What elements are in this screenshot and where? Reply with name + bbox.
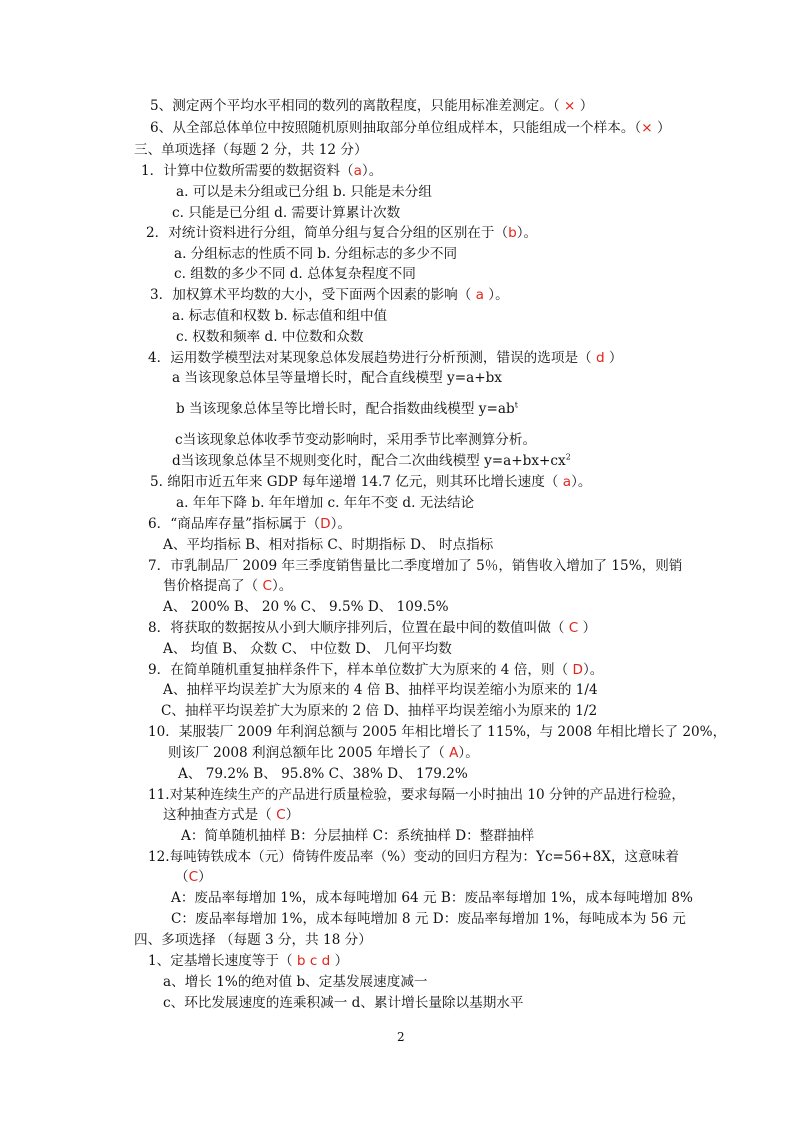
text-line (161, 702, 597, 720)
text-segment: ） (578, 620, 597, 636)
text-line (172, 204, 400, 222)
text-segment: A、 均值 B、 众数 C、 中位数 D、 几何平均数 (163, 641, 452, 657)
text-segment: ）。 (271, 578, 293, 594)
text-segment: 1、定基增长速度等于（ (148, 953, 297, 969)
text-segment: c. 只能是已分组 d. 需要计算累计次数 (172, 205, 401, 221)
text-segment: c. 组数的多少不同 d. 总体复杂程度不同 (174, 266, 416, 282)
text-segment: 售价格提高了（ (163, 578, 263, 594)
text-line (148, 515, 351, 533)
text-line (176, 400, 518, 418)
text-line (172, 369, 502, 387)
text-segment: ）。 (361, 163, 383, 179)
text-line (172, 452, 571, 470)
text-line (176, 183, 432, 201)
answer-mark: a (475, 287, 484, 303)
text-segment: 9．在简单随机重复抽样条件下，样本单位数扩大为原来的 4 倍，则（ (148, 662, 573, 678)
text-line (171, 910, 686, 928)
text-segment: C：废品率每增加 1%，成本每吨增加 8 元 D：废品率每增加 1%，每吨成本为 56 元 (171, 911, 686, 927)
text-segment: 2 (565, 452, 571, 462)
text-line (163, 577, 292, 595)
text-segment: ） (575, 98, 594, 114)
text-segment: 三、单项选择（每题 2 分，共 12 分） (134, 142, 368, 158)
text-segment: 5. 绵阳市近五年来 GDP 每年递增 14.7 亿元，则其环比增长速度（ (150, 474, 563, 490)
text-segment: 4．运用数学模型法对某现象总体发展趋势进行分析预测，错误的选项是（ (148, 350, 596, 366)
text-line (148, 349, 623, 367)
text-segment: ） (330, 953, 349, 969)
answer-mark: A (449, 745, 459, 761)
text-line (172, 307, 387, 325)
text-line (150, 119, 671, 137)
answer-mark: C (568, 620, 579, 636)
text-segment: ）。 (483, 287, 509, 303)
text-line (134, 931, 372, 949)
text-line (148, 786, 685, 804)
text-line (163, 640, 452, 658)
text-segment: a. 标志值和权数 b. 标志值和组中值 (172, 308, 388, 324)
text-segment: A、 200% B、 20 % C、 9.5% D、 109.5% (163, 599, 449, 615)
text-segment: 6、从全部总体单位中按照随机原则抽取部分单位组成样本，只能组成一个样本。（ (150, 120, 642, 136)
text-segment: a 当该现象总体呈等量增长时，配合直线模型 y=a+bx (172, 370, 502, 386)
text-line (148, 661, 603, 679)
text-segment: A、平均指标 B、相对指标 C、时期指标 D、 时点指标 (163, 537, 494, 553)
text-segment: t (514, 400, 518, 410)
text-segment: ）。 (571, 474, 592, 490)
text-segment: A：废品率每增加 1%，成本每吨增加 64 元 B：废品率每增加 1%，成本每吨增加 8% (171, 890, 693, 906)
text-segment: a、增长 1%的绝对值 b、定基发展速度减一 (163, 974, 428, 990)
answer-mark: C (262, 578, 272, 594)
text-segment: ）。 (582, 662, 604, 678)
text-line (150, 286, 509, 304)
text-segment: 5、测定两个平均水平相同的数列的离散程度，只能用标准差测定。（ (150, 98, 564, 114)
text-line (150, 473, 591, 491)
answer-mark: C (276, 807, 286, 823)
text-line (163, 536, 493, 554)
text-segment: c当该现象总体收季节变动影响时，采用季节比率测算分析。 (175, 432, 537, 448)
answer-mark: × (641, 120, 653, 136)
text-line (148, 619, 596, 637)
text-segment: 7．市乳制品厂 2009 年三季度销售量比二季度增加了 5％，销售收入增加了 15%，则销 (148, 558, 683, 574)
text-line (134, 141, 368, 159)
text-line (181, 827, 534, 845)
answer-mark: D (320, 516, 331, 532)
text-line (163, 806, 299, 824)
text-segment: a. 年年下降 b. 年年增加 c. 年年不变 d. 无法结论 (176, 495, 475, 511)
page-number: 2 (397, 1030, 405, 1044)
text-segment: （ (175, 869, 189, 885)
text-line (171, 889, 693, 907)
text-segment: 2．对统计资料进行分组，简单分组与复合分组的区别在于（ (146, 225, 509, 241)
text-segment: ） (198, 869, 212, 885)
text-line (163, 994, 523, 1012)
answer-mark: a (562, 474, 572, 490)
text-line (163, 598, 449, 616)
text-line (163, 973, 428, 991)
text-line (148, 848, 679, 866)
text-segment: ）。 (458, 745, 479, 761)
text-segment: a. 可以是未分组或已分组 b. 只能是未分组 (176, 184, 432, 200)
text-segment: ） (652, 120, 671, 136)
text-line (175, 431, 536, 449)
text-segment: 12.每吨铸铁成本（元）倚铸件废品率（%）变动的回归方程为：Yc=56+8X，这意味着 (148, 849, 679, 865)
text-line (168, 744, 479, 762)
text-segment: ） (285, 807, 300, 823)
text-segment: 3．加权算术平均数的大小，受下面两个因素的影响（ (150, 287, 476, 303)
text-line (148, 557, 682, 575)
text-segment: c、环比发展速度的连乘积减一 d、累计增长量除以基期水平 (163, 995, 524, 1011)
text-segment: c. 权数和频率 d. 中位数和众数 (176, 329, 364, 345)
text-segment: 11.对某种连续生产的产品进行质量检验，要求每隔一小时抽出 10 分钟的产品进行检验， (148, 787, 685, 803)
text-segment: A、 79.2% B、 95.8% C、38% D、 179.2% (178, 766, 468, 782)
text-segment: 1．计算中位数所需要的数据资料（ (141, 163, 354, 179)
text-line (175, 868, 212, 886)
text-segment: 四、多项选择 （每题 3 分，共 18 分） (134, 932, 372, 948)
text-segment: 则该厂 2008 利润总额年比 2005 年增长了（ (168, 745, 450, 761)
answer-mark: d (595, 350, 605, 366)
text-segment: 10．某服装厂 2009 年利润总额与 2005 年相比增长了 115%，与 2008 年相比增长了 20%， (148, 724, 727, 740)
text-line (150, 97, 593, 115)
text-segment: a. 分组标志的性质不同 b. 分组标志的多少不同 (174, 246, 458, 262)
text-line (141, 162, 382, 180)
text-segment: d当该现象总体呈不规则变化时，配合二次曲线模型 y=a+bx+cx (172, 453, 566, 469)
answer-mark: b (508, 225, 517, 241)
text-segment: 6．“商品库存量”指标属于（ (148, 516, 321, 532)
text-line (148, 723, 726, 741)
text-line (178, 765, 468, 783)
text-line (176, 328, 363, 346)
answer-mark: C (188, 869, 199, 885)
answer-mark: a (353, 163, 362, 179)
text-line (163, 681, 598, 699)
text-segment: ）。 (516, 225, 538, 241)
text-line (146, 224, 537, 242)
text-segment: ）。 (330, 516, 351, 532)
text-segment: A、抽样平均误差扩大为原来的 4 倍 B、抽样平均误差缩小为原来的 1/4 (163, 682, 598, 698)
answer-mark: × (563, 98, 576, 114)
answer-mark: b c d (296, 953, 331, 969)
text-segment: ） (604, 350, 623, 366)
text-segment: C、抽样平均误差扩大为原来的 2 倍 D、抽样平均误差缩小为原来的 1/2 (161, 703, 598, 719)
text-line (174, 245, 457, 263)
answer-mark: D (572, 662, 583, 678)
text-segment: b 当该现象总体呈等比增长时，配合指数曲线模型 y=ab (176, 401, 515, 417)
text-line (174, 265, 416, 283)
text-line (148, 952, 348, 970)
text-segment: 这种抽查方式是（ (163, 807, 277, 823)
text-segment: 8．将获取的数据按从小到大顺序排列后，位置在最中间的数值叫做（ (148, 620, 569, 636)
text-segment: A：简单随机抽样 B：分层抽样 C：系统抽样 D：整群抽样 (181, 828, 535, 844)
text-line (176, 494, 474, 512)
